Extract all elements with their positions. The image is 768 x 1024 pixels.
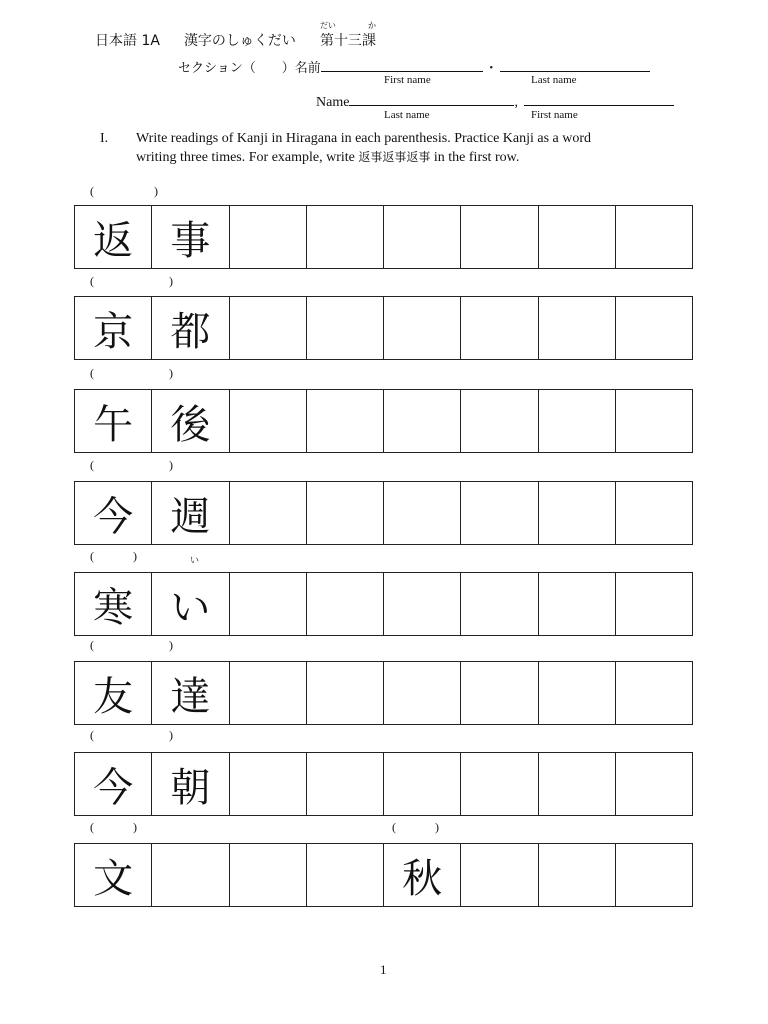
- last-name-caption-2: Last name: [384, 109, 430, 121]
- practice-cell[interactable]: [461, 482, 538, 544]
- practice-cell[interactable]: 朝: [152, 753, 229, 815]
- practice-cell[interactable]: [616, 206, 692, 268]
- practice-cell[interactable]: 秋: [384, 844, 461, 906]
- worksheet-title: [95, 21, 376, 50]
- romaji-first-name-field[interactable]: [524, 91, 674, 106]
- practice-cell[interactable]: [384, 297, 461, 359]
- reading-parenthesis[interactable]: ( ): [90, 274, 173, 288]
- practice-cell[interactable]: 京: [75, 297, 152, 359]
- practice-row: [74, 572, 693, 636]
- practice-cell[interactable]: [539, 662, 616, 724]
- practice-cell[interactable]: [307, 482, 384, 544]
- practice-cell[interactable]: い: [152, 573, 229, 635]
- practice-cell[interactable]: [616, 662, 692, 724]
- practice-cell[interactable]: 友: [75, 662, 152, 724]
- practice-cell[interactable]: [461, 297, 538, 359]
- practice-cell[interactable]: [616, 482, 692, 544]
- lesson-char-ka: か 課: [361, 21, 376, 49]
- practice-cell[interactable]: [307, 753, 384, 815]
- lesson-number: 十三: [333, 33, 362, 49]
- practice-cell[interactable]: [539, 206, 616, 268]
- romaji-last-name-field[interactable]: [349, 91, 514, 106]
- practice-cell[interactable]: [616, 297, 692, 359]
- lesson-char-dai: だい 第: [319, 21, 336, 49]
- practice-cell[interactable]: [539, 753, 616, 815]
- practice-cell[interactable]: [616, 573, 692, 635]
- practice-cell[interactable]: [307, 206, 384, 268]
- last-name-field[interactable]: [500, 57, 650, 72]
- reading-parenthesis[interactable]: ( ): [90, 366, 173, 380]
- practice-cell[interactable]: [384, 753, 461, 815]
- page-number: 1: [380, 962, 387, 977]
- practice-cell[interactable]: [230, 482, 307, 544]
- name-line: [316, 91, 674, 111]
- first-name-caption-2: First name: [531, 109, 578, 121]
- practice-cell[interactable]: [307, 662, 384, 724]
- okurigana-hint: い: [190, 556, 200, 566]
- practice-cell[interactable]: [307, 390, 384, 452]
- practice-cell[interactable]: [539, 297, 616, 359]
- instruction-line-1: Write readings of Kanji in Hiragana in each parenthesis. Practice Kanji as a word: [136, 131, 592, 146]
- practice-cell[interactable]: 今: [75, 753, 152, 815]
- reading-parenthesis[interactable]: ( ): [90, 638, 173, 652]
- practice-cell[interactable]: [461, 753, 538, 815]
- practice-cell[interactable]: [384, 482, 461, 544]
- practice-cell[interactable]: [230, 297, 307, 359]
- practice-cell[interactable]: [539, 482, 616, 544]
- name-dot: ・: [484, 61, 498, 76]
- practice-cell[interactable]: [307, 297, 384, 359]
- practice-cell[interactable]: [616, 844, 692, 906]
- practice-row: [74, 205, 693, 269]
- reading-parenthesis-2[interactable]: ( ): [392, 820, 439, 834]
- practice-cell[interactable]: 事: [152, 206, 229, 268]
- ruby-dai: だい: [319, 21, 336, 30]
- first-name-caption: First name: [384, 74, 431, 86]
- practice-cell[interactable]: [230, 844, 307, 906]
- practice-row: [74, 752, 693, 816]
- practice-cell[interactable]: [230, 753, 307, 815]
- ruby-ka: か: [367, 21, 376, 30]
- reading-parenthesis[interactable]: ( ): [90, 184, 158, 198]
- practice-cell[interactable]: [461, 844, 538, 906]
- reading-parenthesis[interactable]: ( ): [90, 458, 173, 472]
- practice-row: [74, 661, 693, 725]
- practice-cell[interactable]: [616, 753, 692, 815]
- practice-cell[interactable]: [539, 844, 616, 906]
- practice-cell[interactable]: [307, 573, 384, 635]
- practice-cell[interactable]: [461, 573, 538, 635]
- practice-cell[interactable]: [230, 390, 307, 452]
- instruction-line-2: writing three times. For example, write 返事返事返事 in the first row.: [136, 150, 520, 165]
- practice-cell[interactable]: [616, 390, 692, 452]
- practice-cell[interactable]: [461, 206, 538, 268]
- practice-cell[interactable]: [461, 390, 538, 452]
- first-name-field[interactable]: [321, 57, 483, 72]
- practice-row: [74, 296, 693, 360]
- practice-cell[interactable]: [539, 573, 616, 635]
- name-label: Name: [316, 95, 350, 110]
- reading-parenthesis[interactable]: ( ): [90, 820, 137, 834]
- name-comma: ,: [514, 95, 518, 110]
- last-name-caption: Last name: [531, 74, 577, 86]
- practice-cell[interactable]: [230, 573, 307, 635]
- practice-cell[interactable]: 文: [75, 844, 152, 906]
- practice-cell[interactable]: [461, 662, 538, 724]
- instruction-example: 返事返事返事: [358, 150, 431, 164]
- practice-cell[interactable]: 返: [75, 206, 152, 268]
- assignment-name: 漢字のしゅくだい: [183, 33, 296, 49]
- practice-cell[interactable]: 後: [152, 390, 229, 452]
- practice-cell[interactable]: [384, 662, 461, 724]
- practice-cell[interactable]: [230, 662, 307, 724]
- practice-cell[interactable]: 今: [75, 482, 152, 544]
- practice-cell[interactable]: [384, 390, 461, 452]
- practice-cell[interactable]: 都: [152, 297, 229, 359]
- practice-cell[interactable]: [384, 206, 461, 268]
- practice-cell[interactable]: [152, 844, 229, 906]
- practice-row: [74, 389, 693, 453]
- practice-cell[interactable]: [384, 573, 461, 635]
- practice-cell[interactable]: 週: [152, 482, 229, 544]
- section-label: セクション（ ）名前: [178, 61, 321, 76]
- practice-cell[interactable]: [539, 390, 616, 452]
- practice-row: [74, 843, 693, 907]
- reading-parenthesis[interactable]: ( ): [90, 549, 137, 563]
- course-name: 日本語 1A: [95, 33, 160, 49]
- practice-cell[interactable]: [230, 206, 307, 268]
- practice-cell[interactable]: [307, 844, 384, 906]
- reading-parenthesis[interactable]: ( ): [90, 728, 173, 742]
- practice-cell[interactable]: 達: [152, 662, 229, 724]
- instruction-number: I.: [100, 131, 109, 146]
- practice-cell[interactable]: 午: [75, 390, 152, 452]
- practice-row: [74, 481, 693, 545]
- practice-cell[interactable]: 寒: [75, 573, 152, 635]
